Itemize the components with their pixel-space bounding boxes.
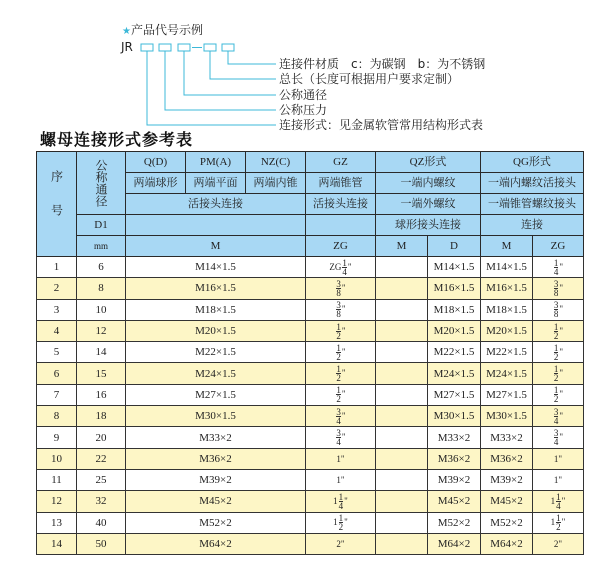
thread-fraction	[554, 344, 559, 361]
thread-unit: "	[341, 304, 346, 315]
table-row	[37, 257, 584, 278]
dn-cell: 18	[77, 406, 126, 427]
m-thread-cell: M45×2	[126, 491, 306, 512]
thread-unit: "	[341, 325, 346, 336]
seq-cell: 2	[37, 278, 77, 299]
table-row	[37, 342, 584, 363]
thread-unit: "	[559, 325, 564, 336]
nut-connection-table	[36, 151, 584, 555]
thread-whole: 1	[333, 495, 338, 506]
thread-fraction	[336, 344, 341, 361]
thread-size-cell	[533, 406, 584, 427]
m-thread-cell: M14×1.5	[126, 257, 306, 278]
qg-m-cell: M16×1.5	[481, 278, 533, 299]
thread-size-cell	[306, 257, 376, 278]
thread-unit: "	[559, 282, 564, 293]
header-cell: 两端内锥	[246, 173, 306, 194]
header-cell: GZ	[306, 152, 376, 173]
fraction-denominator: 2	[553, 373, 559, 384]
thread-size-cell	[533, 512, 584, 533]
code-prefix: JR	[121, 40, 133, 54]
table-header	[37, 152, 584, 257]
header-cell: M	[126, 236, 306, 257]
fraction-numerator: 1	[336, 321, 341, 332]
thread-whole: 1	[333, 517, 338, 528]
fraction-denominator: 2	[338, 522, 344, 533]
fraction-denominator: 4	[336, 415, 341, 426]
thread-whole: 1	[553, 475, 559, 486]
example-heading-text: 产品代号示例	[130, 23, 203, 37]
thread-unit: "	[341, 346, 346, 357]
qz-m-cell	[376, 469, 428, 490]
thread-size-cell	[533, 342, 584, 363]
header-cell: 两端锥管	[306, 173, 376, 194]
thread-size-cell	[533, 278, 584, 299]
thread-unit: "	[559, 368, 564, 379]
dn-cell: 16	[77, 384, 126, 405]
header-cell: QG形式	[481, 152, 584, 173]
dn-cell: 32	[77, 491, 126, 512]
thread-whole: 2	[336, 539, 341, 549]
qz-m-cell	[376, 533, 428, 554]
header-cell: D	[428, 236, 481, 257]
thread-size-cell	[306, 491, 376, 512]
m-thread-cell: M24×1.5	[126, 363, 306, 384]
thread-size-cell	[533, 363, 584, 384]
thread-size-cell	[533, 427, 584, 448]
thread-prefix: ZG	[329, 261, 342, 272]
thread-fraction	[336, 323, 341, 340]
thread-unit: "	[559, 304, 564, 315]
fraction-denominator: 2	[336, 351, 341, 362]
thread-fraction	[336, 408, 341, 425]
fraction-numerator: 3	[553, 428, 559, 439]
seq-cell: 1	[37, 257, 77, 278]
thread-fraction	[336, 365, 341, 382]
qz-m-cell	[376, 491, 428, 512]
thread-unit: "	[558, 475, 563, 486]
fraction-numerator: 3	[336, 406, 341, 417]
thread-whole: 1	[553, 453, 559, 464]
header-cell: M	[481, 236, 533, 257]
header-cell: ZG	[306, 236, 376, 257]
qz-d-cell: M52×2	[428, 512, 481, 533]
table-row	[37, 491, 584, 512]
header-cell: M	[376, 236, 428, 257]
seq-cell: 3	[37, 299, 77, 320]
m-thread-cell: M27×1.5	[126, 384, 306, 405]
qg-m-cell: M36×2	[481, 448, 533, 469]
header-cell: 连接	[481, 215, 584, 236]
connector-line	[165, 51, 276, 110]
fraction-denominator: 4	[336, 437, 341, 448]
dn-cell: 8	[77, 278, 126, 299]
thread-unit: "	[341, 410, 346, 421]
fraction-denominator: 8	[553, 309, 559, 320]
fraction-denominator: 8	[336, 309, 341, 320]
table-row	[37, 384, 584, 405]
code-box	[141, 44, 153, 51]
fraction-denominator: 2	[553, 394, 559, 405]
qz-m-cell	[376, 320, 428, 341]
thread-size-cell	[306, 342, 376, 363]
fraction-denominator: 4	[553, 415, 559, 426]
table-row	[37, 448, 584, 469]
thread-size-cell	[306, 320, 376, 341]
qz-m-cell	[376, 278, 428, 299]
header-cell: NZ(C)	[246, 152, 306, 173]
qg-m-cell: M14×1.5	[481, 257, 533, 278]
fraction-denominator: 8	[553, 287, 559, 298]
qz-d-cell: M24×1.5	[428, 363, 481, 384]
thread-size-cell	[306, 299, 376, 320]
thread-size-cell	[306, 469, 376, 490]
code-box	[178, 44, 190, 51]
thread-whole: 2	[553, 539, 559, 549]
m-thread-cell: M22×1.5	[126, 342, 306, 363]
label-pressure: 公称压力	[279, 103, 328, 117]
thread-unit: "	[340, 475, 345, 486]
qg-m-cell: M30×1.5	[481, 406, 533, 427]
thread-unit: "	[344, 495, 348, 506]
dn-cell: 14	[77, 342, 126, 363]
thread-fraction	[554, 429, 559, 446]
thread-unit: "	[558, 539, 563, 549]
qg-m-cell: M52×2	[481, 512, 533, 533]
fraction-numerator: 3	[553, 278, 559, 289]
fraction-numerator: 1	[553, 364, 559, 375]
thread-size-cell	[306, 427, 376, 448]
header-cell: QZ形式	[376, 152, 481, 173]
qz-m-cell	[376, 406, 428, 427]
m-thread-cell: M30×1.5	[126, 406, 306, 427]
thread-whole: 1	[336, 453, 341, 464]
qz-d-cell: M18×1.5	[428, 299, 481, 320]
thread-unit: "	[558, 453, 563, 464]
qz-d-cell: M33×2	[428, 427, 481, 448]
header-cell: 两端平面	[186, 173, 246, 194]
thread-unit: "	[559, 261, 564, 272]
table-row	[37, 278, 584, 299]
label-length: 总长（长度可根据用户要求定制）	[279, 72, 460, 86]
thread-size-cell	[533, 491, 584, 512]
dn-cell: 40	[77, 512, 126, 533]
fraction-numerator: 1	[553, 257, 559, 268]
m-thread-cell: M18×1.5	[126, 299, 306, 320]
seq-cell: 9	[37, 427, 77, 448]
thread-size-cell	[306, 278, 376, 299]
fraction-denominator: 2	[336, 330, 341, 341]
label-connection: 连接形式：见金属软管常用结构形式表	[279, 118, 484, 132]
table-body	[37, 257, 584, 555]
thread-whole: 1	[550, 517, 556, 528]
thread-fraction	[556, 514, 561, 531]
header-cell: 一端内螺纹	[376, 173, 481, 194]
fraction-numerator: 1	[336, 364, 341, 375]
star-icon: ★	[122, 26, 131, 37]
m-thread-cell: M64×2	[126, 533, 306, 554]
header-cell: 两端球形	[126, 173, 186, 194]
code-box	[204, 44, 216, 51]
qg-m-cell: M24×1.5	[481, 363, 533, 384]
thread-unit: "	[347, 261, 352, 272]
qz-m-cell	[376, 512, 428, 533]
fraction-numerator: 1	[338, 513, 344, 524]
dn-cell: 12	[77, 320, 126, 341]
fraction-numerator: 3	[336, 428, 341, 439]
connector-line	[228, 51, 276, 64]
seq-cell: 14	[37, 533, 77, 554]
dn-cell: 10	[77, 299, 126, 320]
qz-d-cell: M22×1.5	[428, 342, 481, 363]
thread-unit: "	[341, 368, 346, 379]
qz-d-cell: M27×1.5	[428, 384, 481, 405]
header-seq: 序号	[37, 152, 77, 257]
thread-fraction	[554, 301, 559, 318]
qg-m-cell: M22×1.5	[481, 342, 533, 363]
header-cell: 球形接头连接	[376, 215, 481, 236]
table-row	[37, 533, 584, 554]
header-cell: ZG	[533, 236, 584, 257]
code-box	[159, 44, 171, 51]
qz-d-cell: M20×1.5	[428, 320, 481, 341]
header-dn: 公称通径	[77, 152, 126, 215]
thread-fraction	[554, 323, 559, 340]
header-cell: 活接头连接	[306, 194, 376, 215]
header-cell: 一端外螺纹	[376, 194, 481, 215]
table-row	[37, 427, 584, 448]
thread-fraction	[336, 386, 341, 403]
fraction-denominator: 2	[336, 394, 341, 405]
thread-unit: "	[559, 432, 564, 443]
thread-unit: "	[340, 539, 345, 549]
qz-m-cell	[376, 427, 428, 448]
m-thread-cell: M39×2	[126, 469, 306, 490]
thread-size-cell	[533, 320, 584, 341]
fraction-numerator: 1	[553, 342, 559, 353]
thread-fraction	[336, 429, 341, 446]
qg-m-cell: M64×2	[481, 533, 533, 554]
qz-m-cell	[376, 257, 428, 278]
thread-unit: "	[341, 282, 346, 293]
m-thread-cell: M36×2	[126, 448, 306, 469]
fraction-numerator: 1	[336, 385, 341, 396]
thread-size-cell	[306, 363, 376, 384]
thread-fraction	[554, 365, 559, 382]
label-material: 连接件材质 c：为碳钢 b：为不锈钢	[279, 57, 486, 71]
thread-size-cell	[533, 384, 584, 405]
thread-whole: 1	[336, 475, 341, 486]
qz-d-cell: M14×1.5	[428, 257, 481, 278]
thread-fraction	[339, 493, 344, 510]
thread-fraction	[342, 259, 347, 276]
fraction-numerator: 1	[556, 491, 561, 502]
header-mm: mm	[77, 236, 126, 257]
seq-cell: 11	[37, 469, 77, 490]
qz-m-cell	[376, 384, 428, 405]
dn-cell: 6	[77, 257, 126, 278]
thread-size-cell	[306, 512, 376, 533]
qz-m-cell	[376, 342, 428, 363]
thread-unit: "	[561, 495, 566, 506]
thread-fraction	[336, 280, 341, 297]
connector-line	[210, 51, 276, 79]
fraction-denominator: 4	[342, 266, 347, 277]
fraction-numerator: 3	[553, 406, 559, 417]
qz-m-cell	[376, 299, 428, 320]
thread-fraction	[336, 301, 341, 318]
m-thread-cell: M52×2	[126, 512, 306, 533]
seq-cell: 13	[37, 512, 77, 533]
qz-m-cell	[376, 448, 428, 469]
fraction-numerator: 1	[338, 491, 344, 502]
thread-size-cell	[306, 448, 376, 469]
table-row	[37, 320, 584, 341]
dn-cell: 15	[77, 363, 126, 384]
qz-d-cell: M30×1.5	[428, 406, 481, 427]
code-box	[222, 44, 234, 51]
thread-whole: 1	[550, 495, 556, 506]
thread-size-cell	[533, 469, 584, 490]
fraction-numerator: 1	[336, 342, 341, 353]
qg-m-cell: M39×2	[481, 469, 533, 490]
header-cell-empty	[306, 215, 376, 236]
fraction-numerator: 1	[342, 257, 347, 268]
dn-cell: 20	[77, 427, 126, 448]
fraction-numerator: 3	[336, 278, 341, 289]
thread-size-cell	[533, 533, 584, 554]
seq-cell: 6	[37, 363, 77, 384]
qz-d-cell: M36×2	[428, 448, 481, 469]
thread-unit: "	[341, 389, 346, 400]
thread-fraction	[339, 514, 344, 531]
thread-size-cell	[306, 384, 376, 405]
qz-d-cell: M64×2	[428, 533, 481, 554]
fraction-numerator: 1	[553, 385, 559, 396]
thread-fraction	[556, 493, 561, 510]
qz-m-cell	[376, 363, 428, 384]
table-row	[37, 512, 584, 533]
seq-cell: 8	[37, 406, 77, 427]
seq-cell: 7	[37, 384, 77, 405]
dn-cell: 22	[77, 448, 126, 469]
table-row	[37, 406, 584, 427]
table-title: 螺母连接形式参考表	[40, 130, 194, 149]
m-thread-cell: M33×2	[126, 427, 306, 448]
fraction-denominator: 8	[336, 287, 341, 298]
thread-unit: "	[344, 517, 348, 528]
fraction-denominator: 4	[553, 437, 559, 448]
thread-unit: "	[559, 389, 564, 400]
table-row	[37, 299, 584, 320]
fraction-numerator: 1	[556, 513, 561, 524]
fraction-denominator: 4	[338, 500, 344, 511]
header-cell: PM(A)	[186, 152, 246, 173]
qg-m-cell: M45×2	[481, 491, 533, 512]
qg-m-cell: M27×1.5	[481, 384, 533, 405]
fraction-numerator: 1	[553, 321, 559, 332]
seq-cell: 5	[37, 342, 77, 363]
header-cell: Q(D)	[126, 152, 186, 173]
dn-cell: 50	[77, 533, 126, 554]
m-thread-cell: M20×1.5	[126, 320, 306, 341]
fraction-numerator: 3	[553, 300, 559, 311]
thread-unit: "	[561, 517, 566, 528]
thread-size-cell	[533, 299, 584, 320]
thread-unit: "	[341, 432, 346, 443]
thread-size-cell	[533, 257, 584, 278]
qg-m-cell: M18×1.5	[481, 299, 533, 320]
connector-line	[184, 51, 276, 95]
label-diameter: 公称通径	[279, 88, 328, 102]
thread-unit: "	[559, 346, 564, 357]
thread-size-cell	[306, 406, 376, 427]
table-row	[37, 363, 584, 384]
thread-fraction	[554, 408, 559, 425]
fraction-denominator: 4	[553, 266, 559, 277]
qz-d-cell: M45×2	[428, 491, 481, 512]
thread-unit: "	[340, 453, 345, 464]
header-cell-empty	[126, 215, 306, 236]
connector-line	[147, 51, 276, 125]
seq-cell: 4	[37, 320, 77, 341]
seq-cell: 10	[37, 448, 77, 469]
fraction-denominator: 2	[556, 522, 561, 533]
seq-cell: 12	[37, 491, 77, 512]
fraction-denominator: 2	[553, 330, 559, 341]
qz-d-cell: M16×1.5	[428, 278, 481, 299]
fraction-denominator: 2	[553, 351, 559, 362]
table-row	[37, 469, 584, 490]
qg-m-cell: M33×2	[481, 427, 533, 448]
thread-size-cell	[306, 533, 376, 554]
header-cell: 一端内螺纹活接头	[481, 173, 584, 194]
thread-unit: "	[559, 410, 564, 421]
thread-fraction	[554, 280, 559, 297]
fraction-denominator: 2	[336, 373, 341, 384]
qg-m-cell: M20×1.5	[481, 320, 533, 341]
example-heading	[122, 21, 203, 38]
header-d1: D1	[77, 215, 126, 236]
dn-cell: 25	[77, 469, 126, 490]
qz-d-cell: M39×2	[428, 469, 481, 490]
header-cell: 一端锥管螺纹接头	[481, 194, 584, 215]
m-thread-cell: M16×1.5	[126, 278, 306, 299]
fraction-numerator: 3	[336, 300, 341, 311]
thread-size-cell	[533, 448, 584, 469]
thread-fraction	[554, 386, 559, 403]
thread-fraction	[554, 259, 559, 276]
fraction-denominator: 4	[556, 500, 561, 511]
header-cell: 活接头连接	[126, 194, 306, 215]
